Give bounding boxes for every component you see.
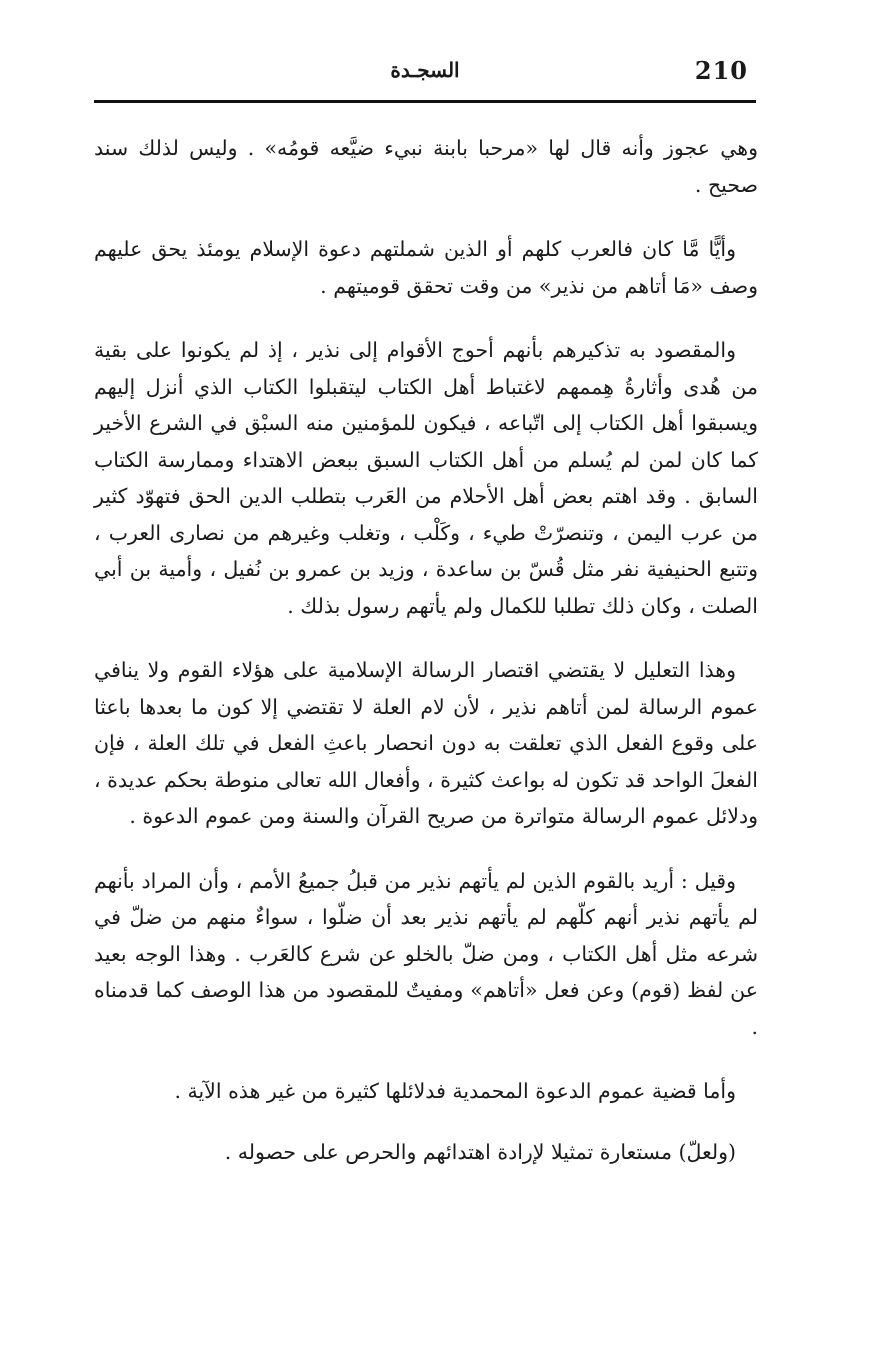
running-title: السجـدة bbox=[390, 58, 460, 82]
paragraph: وهي عجوز وأنه قال لها «مرحبا بابنة نبيء ضيَّعه قومُه» . وليس لذلك سند صحيح . bbox=[94, 136, 758, 197]
body-text bbox=[94, 130, 758, 1194]
paragraph: (ولعلّ) مستعارة تمثيلا لإرادة اهتدائهم والحرص على حصوله . bbox=[224, 1139, 736, 1164]
page-number: 210 bbox=[694, 56, 748, 85]
paragraph: وقيل : أريد بالقوم الذين لم يأتهم نذير من قبلُ جميعُ الأمم ، وأن المراد بأنهم لم يأتهم نذير أنهم كلّهم لم يأتهم نذير بعد أن ضلّوا ، سواءٌ منهم من ضلّ في شرعه مثل أهل الكتاب ، ومن ضلّ بالخلو عن شرع كالعَرب . وهذا الوجه بعيد عن لفظ (قوم) وعن فعل «أتاهم» ومفيتٌ للمقصود من هذا الوصف كما قدمناه . bbox=[94, 868, 758, 1039]
paragraph: والمقصود به تذكيرهم بأنهم أحوج الأقوام إلى نذير ، إذ لم يكونوا على بقية من هُدى وأثارةُ هِممهم لاغتباط أهل الكتاب ليتقبلوا الكتاب الذي أنزل إليهم ويسبقوا أهل الكتاب إلى اتّباعه ، فيكون للمؤمنين منه السبْق في الشرع الأخير كما كان لمن لم يُسلم من أهل الكتاب السبق ببعض الاهتداء وممارسة الكتاب السابق . وقد اهتم بعض أهل الأحلام من العَرب بتطلب الدين الحق فتهوّد كثير من عرب اليمن ، وتنصرّتْ طيء ، وكَلْب ، وتغلب وغيرهم من نصارى العرب ، وتتبع الحنيفية نفر مثل قُسّ بن ساعدة ، وزيد بن عمرو بن نُفيل ، وأمية بن أبي الصلت ، وكان ذلك تطلبا للكمال ولم يأتهم رسول بذلك . bbox=[94, 338, 758, 618]
paragraph: وأما قضية عموم الدعوة المحمدية فدلائلها كثيرة من غير هذه الآية . bbox=[174, 1079, 736, 1103]
page-header bbox=[94, 52, 756, 103]
paragraph: وأيًّا مَّا كان فالعرب كلهم أو الذين شملتهم دعوة الإسلام يومئذ يحق عليهم وصف «مَا أتاهم من نذير» من وقت تحقق قوميتهم . bbox=[94, 237, 758, 298]
paragraph: وهذا التعليل لا يقتضي اقتصار الرسالة الإسلامية على هؤلاء القوم ولا ينافي عموم الرسالة لمن أتاهم نذير ، لأن لام العلة لا تقتضي إلا كون ما بعدها باعثا على وقوع الفعل الذي تعلقت به دون انحصار باعثِ الفعل في تلك العلة ، فإن الفعلَ الواحد قد تكون له بواعث كثيرة ، وأفعال الله تعالى منوطة بحكم عديدة ، ودلائل عموم الرسالة متواترة من صريح القرآن والسنة ومن عموم الدعوة . bbox=[94, 658, 758, 828]
